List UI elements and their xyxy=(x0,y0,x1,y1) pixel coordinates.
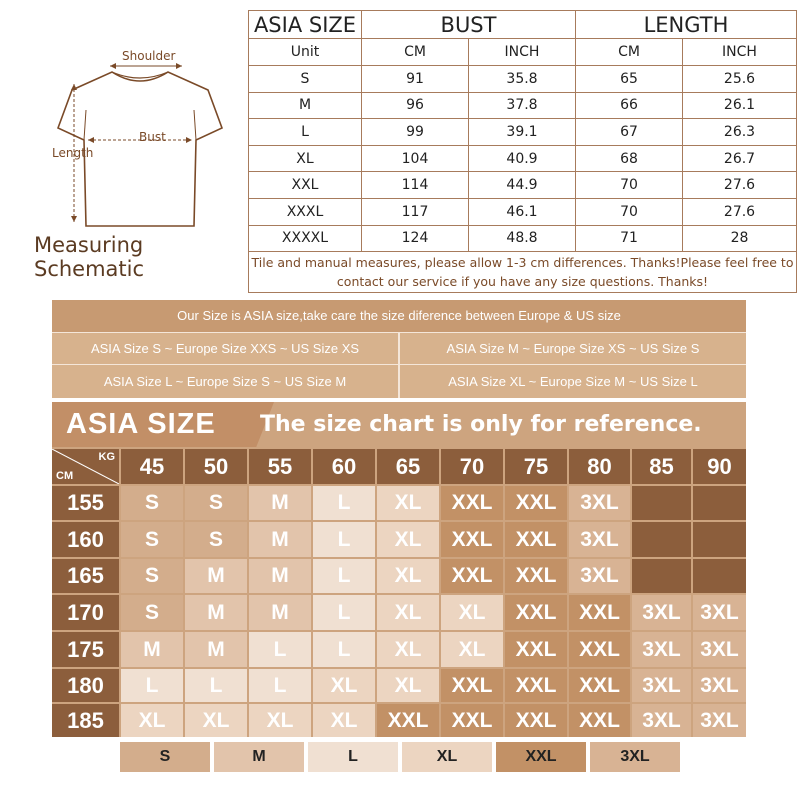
size-cell-len-cm: 68 xyxy=(576,145,683,172)
size-grid-cell: 3XL xyxy=(693,669,746,702)
weight-header: 85 xyxy=(632,449,691,484)
size-grid-cell: 3XL xyxy=(693,595,746,630)
size-cell-bust-cm: 124 xyxy=(362,225,469,252)
weight-header: 70 xyxy=(441,449,503,484)
height-header: 175 xyxy=(52,632,119,667)
size-grid-cell: 3XL xyxy=(632,704,691,737)
size-rows xyxy=(249,66,797,252)
conversion-item: ASIA Size S ~ Europe Size XXS ~ US Size XS xyxy=(90,341,360,356)
weight-header: 80 xyxy=(569,449,630,484)
size-grid-cell: XL xyxy=(441,632,503,667)
size-grid-cell: XL xyxy=(313,669,375,702)
size-grid-cell: XL xyxy=(377,486,439,520)
size-grid-cell: 3XL xyxy=(632,632,691,667)
size-grid-cell: L xyxy=(185,669,247,702)
size-grid-cell: XXL xyxy=(441,559,503,593)
schematic-caption: Measuring Schematic xyxy=(34,233,145,281)
measuring-schematic xyxy=(0,0,248,290)
size-row xyxy=(249,92,797,119)
height-header: 180 xyxy=(52,669,119,702)
size-grid-cell: XXL xyxy=(441,704,503,737)
size-table xyxy=(248,10,797,293)
size-grid-cell: XXL xyxy=(569,704,630,737)
size-grid-cell: 3XL xyxy=(632,669,691,702)
length-label: Length xyxy=(52,146,94,160)
size-cell-size: XXXL xyxy=(249,198,362,225)
size-row xyxy=(249,145,797,172)
size-note-line: contact our service if you have any size questions. Thanks! xyxy=(336,274,709,290)
size-cell-len-cm: 70 xyxy=(576,198,683,225)
legend-swatch: XXL xyxy=(496,742,586,772)
size-cell-bust-in: 39.1 xyxy=(469,119,576,146)
weight-header: 90 xyxy=(693,449,746,484)
size-grid-cell: M xyxy=(185,595,247,630)
size-cell-size: XL xyxy=(249,145,362,172)
bust-label: Bust xyxy=(139,130,166,144)
size-grid-cell: 3XL xyxy=(693,704,746,737)
size-grid-cell: L xyxy=(249,632,311,667)
size-row xyxy=(249,172,797,199)
height-header: 160 xyxy=(52,522,119,557)
size-cell-size: XXXXL xyxy=(249,225,362,252)
size-cell-size: M xyxy=(249,92,362,119)
size-grid-cell xyxy=(632,522,691,557)
divider xyxy=(398,333,400,398)
size-cell-bust-cm: 104 xyxy=(362,145,469,172)
size-cell-len-in: 25.6 xyxy=(683,66,797,93)
size-cell-len-cm: 71 xyxy=(576,225,683,252)
unit-cell: INCH xyxy=(683,39,797,66)
unit-label: Unit xyxy=(249,39,362,66)
size-grid-cell: XXL xyxy=(505,704,567,737)
size-grid-cell: M xyxy=(249,595,311,630)
size-grid-cell: XXL xyxy=(569,595,630,630)
conversion-item: ASIA Size L ~ Europe Size S ~ US Size M xyxy=(103,374,347,389)
conversion-headline: Our Size is ASIA size,take care the size diference between Europe & US size xyxy=(52,300,746,332)
weight-header: 60 xyxy=(313,449,375,484)
size-cell-bust-in: 48.8 xyxy=(469,225,576,252)
size-cell-bust-cm: 117 xyxy=(362,198,469,225)
size-grid-cell: S xyxy=(185,522,247,557)
size-cell-bust-cm: 99 xyxy=(362,119,469,146)
size-grid-cell: XXL xyxy=(505,595,567,630)
size-grid-cell: XXL xyxy=(505,559,567,593)
size-grid-cell: XL xyxy=(377,595,439,630)
size-cell-bust-in: 35.8 xyxy=(469,66,576,93)
size-grid-cell: S xyxy=(185,486,247,520)
unit-cell: INCH xyxy=(469,39,576,66)
size-grid-cell: S xyxy=(121,559,183,593)
size-cell-bust-in: 46.1 xyxy=(469,198,576,225)
size-grid-cell: XXL xyxy=(441,486,503,520)
size-cell-size: XXL xyxy=(249,172,362,199)
size-table-title: ASIA SIZE xyxy=(249,11,362,39)
chart-header xyxy=(52,402,746,447)
size-grid-cell: XL xyxy=(121,704,183,737)
size-grid-cell: M xyxy=(249,559,311,593)
weight-header: 75 xyxy=(505,449,567,484)
conversion-item: ASIA Size M ~ Europe Size XS ~ US Size S xyxy=(446,341,700,356)
size-cell-len-in: 26.1 xyxy=(683,92,797,119)
height-header: 185 xyxy=(52,704,119,737)
size-grid-cell: S xyxy=(121,486,183,520)
size-grid-cell: L xyxy=(249,669,311,702)
size-cell-len-in: 27.6 xyxy=(683,198,797,225)
size-grid-cell xyxy=(632,559,691,593)
size-grid-cell: L xyxy=(313,486,375,520)
size-grid-cell: XL xyxy=(377,669,439,702)
height-weight-chart xyxy=(52,402,746,737)
size-grid-cell: L xyxy=(313,632,375,667)
size-row xyxy=(249,198,797,225)
size-cell-len-in: 28 xyxy=(683,225,797,252)
size-grid-cell: 3XL xyxy=(569,559,630,593)
size-grid-cell: XL xyxy=(377,522,439,557)
size-cell-len-cm: 67 xyxy=(576,119,683,146)
bust-header: BUST xyxy=(362,11,576,39)
size-grid-cell xyxy=(693,522,746,557)
chart-title: ASIA SIZE xyxy=(66,408,216,440)
unit-cell: CM xyxy=(362,39,469,66)
size-grid-cell: S xyxy=(121,522,183,557)
size-grid-cell: L xyxy=(313,559,375,593)
size-grid-cell: XL xyxy=(441,595,503,630)
size-cell-bust-in: 44.9 xyxy=(469,172,576,199)
size-cell-bust-cm: 114 xyxy=(362,172,469,199)
size-cell-size: L xyxy=(249,119,362,146)
size-cell-len-cm: 65 xyxy=(576,66,683,93)
size-cell-len-in: 27.6 xyxy=(683,172,797,199)
size-cell-len-in: 26.3 xyxy=(683,119,797,146)
size-grid-cell: XXL xyxy=(505,486,567,520)
size-grid-cell: 3XL xyxy=(632,595,691,630)
size-cell-bust-in: 37.8 xyxy=(469,92,576,119)
size-grid-cell: XXL xyxy=(505,632,567,667)
size-grid-cell: XXL xyxy=(441,669,503,702)
size-cell-size: S xyxy=(249,66,362,93)
weight-header: 45 xyxy=(121,449,183,484)
size-grid-cell: S xyxy=(121,595,183,630)
size-cell-len-cm: 70 xyxy=(576,172,683,199)
size-grid-cell: XL xyxy=(377,559,439,593)
unit-cell: CM xyxy=(576,39,683,66)
size-grid-cell: M xyxy=(249,522,311,557)
size-grid-cell: XXL xyxy=(505,522,567,557)
size-grid-cell: L xyxy=(121,669,183,702)
size-grid-cell: XXL xyxy=(505,669,567,702)
size-grid-cell: 3XL xyxy=(569,486,630,520)
size-conversion-banner xyxy=(52,300,746,398)
legend-swatch: L xyxy=(308,742,398,772)
size-grid-cell: XXL xyxy=(441,522,503,557)
size-note-line: Tile and manual measures, please allow 1-3 cm differences. Thanks!Please feel free to xyxy=(251,255,794,271)
size-cell-len-in: 26.7 xyxy=(683,145,797,172)
legend-swatch: M xyxy=(214,742,304,772)
weight-header: 55 xyxy=(249,449,311,484)
size-row xyxy=(249,225,797,252)
legend-swatch: 3XL xyxy=(590,742,680,772)
size-grid-cell: XXL xyxy=(377,704,439,737)
size-grid-cell: XXL xyxy=(569,632,630,667)
size-grid-cell: XXL xyxy=(569,669,630,702)
size-note xyxy=(249,252,797,293)
legend-swatch: XL xyxy=(402,742,492,772)
height-header: 155 xyxy=(52,486,119,520)
size-grid-cell: 3XL xyxy=(693,632,746,667)
size-grid-cell xyxy=(693,559,746,593)
size-grid xyxy=(52,449,746,737)
size-grid-cell: 3XL xyxy=(569,522,630,557)
height-header: 165 xyxy=(52,559,119,593)
size-cell-len-cm: 66 xyxy=(576,92,683,119)
weight-header: 65 xyxy=(377,449,439,484)
size-grid-cell: M xyxy=(121,632,183,667)
weight-header: 50 xyxy=(185,449,247,484)
size-grid-cell: XL xyxy=(249,704,311,737)
size-grid-cell: M xyxy=(185,559,247,593)
size-grid-cell: XL xyxy=(377,632,439,667)
size-grid-cell xyxy=(693,486,746,520)
conversion-item: ASIA Size XL ~ Europe Size M ~ US Size L xyxy=(448,374,698,389)
size-grid-cell xyxy=(632,486,691,520)
height-header: 170 xyxy=(52,595,119,630)
corner-cm-label: CM xyxy=(56,470,74,482)
grid-corner xyxy=(52,449,119,484)
size-cell-bust-in: 40.9 xyxy=(469,145,576,172)
size-legend xyxy=(120,742,680,772)
size-grid-cell: M xyxy=(185,632,247,667)
legend-swatch: S xyxy=(120,742,210,772)
size-row xyxy=(249,66,797,93)
corner-kg-label: KG xyxy=(98,451,115,463)
chart-note: The size chart is only for reference. xyxy=(260,412,702,437)
size-grid-cell: L xyxy=(313,522,375,557)
size-grid-cell: XL xyxy=(313,704,375,737)
size-cell-bust-cm: 96 xyxy=(362,92,469,119)
size-grid-cell: M xyxy=(249,486,311,520)
size-grid-cell: XL xyxy=(185,704,247,737)
size-cell-bust-cm: 91 xyxy=(362,66,469,93)
size-grid-cell: L xyxy=(313,595,375,630)
size-row xyxy=(249,119,797,146)
length-header: LENGTH xyxy=(576,11,797,39)
shoulder-label: Shoulder xyxy=(122,49,176,63)
